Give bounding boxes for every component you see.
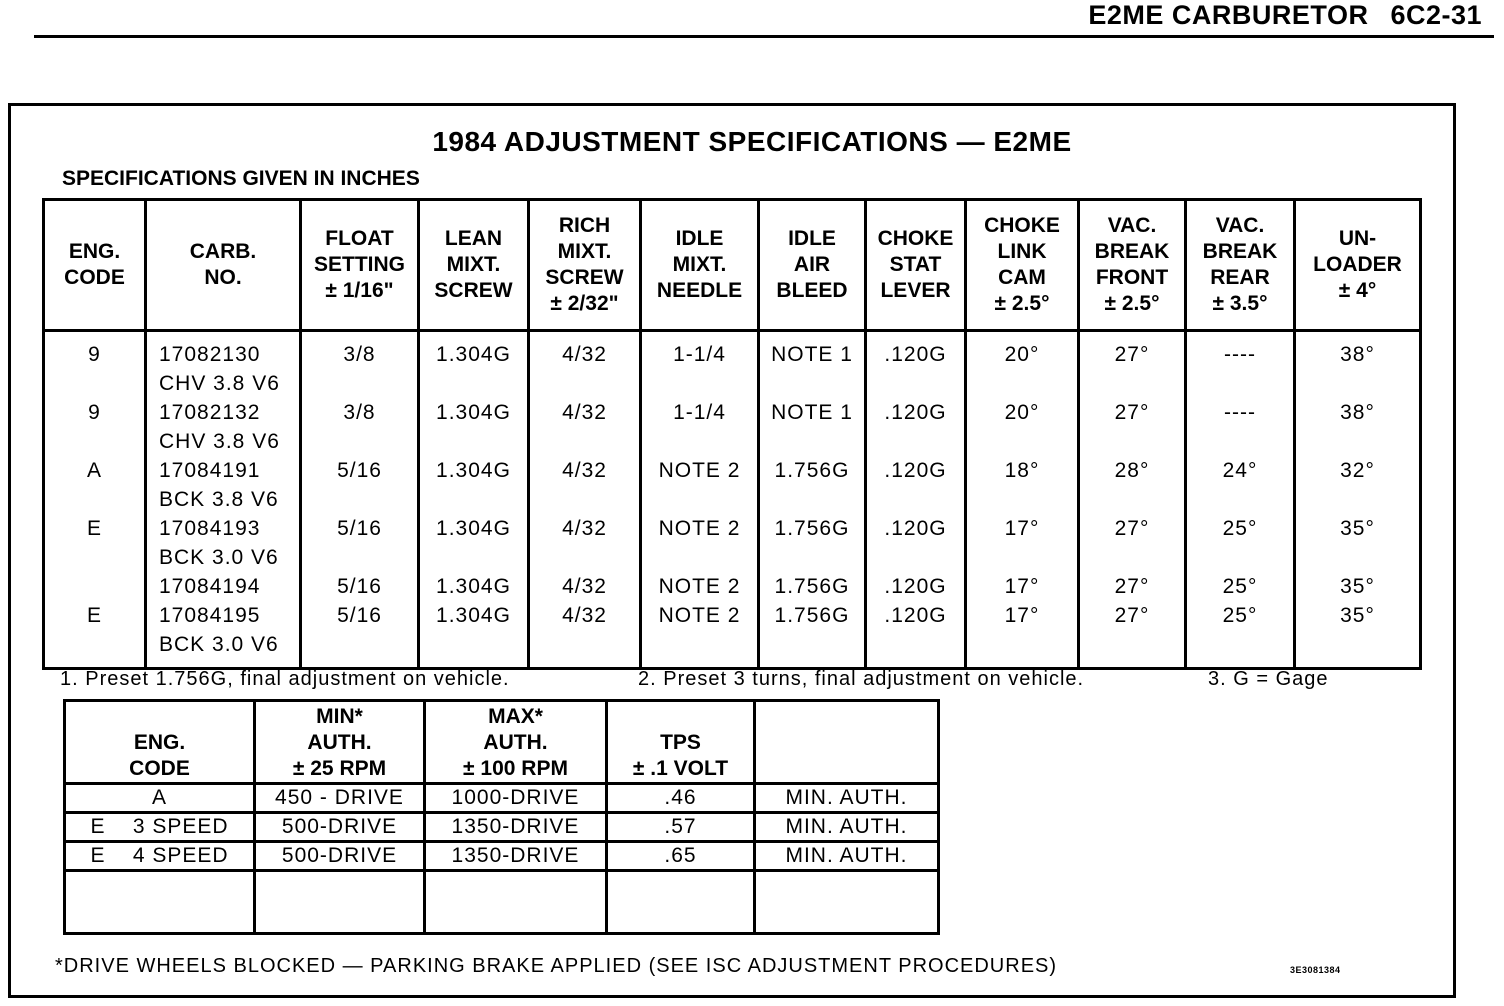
rpm-row <box>65 813 939 842</box>
rear-value: 24° <box>1222 459 1258 482</box>
cam-value: 18° <box>1004 459 1040 482</box>
float-value: 5/16 <box>337 459 382 482</box>
column-header-line: LEVER <box>880 279 951 302</box>
rich-cell <box>529 601 641 659</box>
lean-cell <box>419 514 529 572</box>
rpm-cell: E 4 SPEED <box>65 842 255 871</box>
rich-cell <box>529 514 641 572</box>
needle-value: NOTE 2 <box>658 575 741 598</box>
needle-cell <box>641 572 759 601</box>
carb-number: 17082132 <box>159 401 261 424</box>
carb-cell <box>146 331 301 399</box>
rpm-column-header <box>425 701 607 784</box>
lean-value: 1.304G <box>436 604 511 627</box>
column-header-line: STAT <box>889 253 942 276</box>
rpm-cell: 1350-DRIVE <box>425 842 607 871</box>
column-header-line: FLOAT <box>325 227 394 250</box>
rear-value: 25° <box>1222 604 1258 627</box>
rpm-cell: 1350-DRIVE <box>425 813 607 842</box>
bleed-value: 1.756G <box>774 575 850 598</box>
spacer-cell <box>1079 659 1186 669</box>
column-header <box>419 200 529 331</box>
bleed-value: 1.756G <box>774 459 850 482</box>
rich-value: 4/32 <box>562 575 607 598</box>
float-cell <box>301 514 419 572</box>
rpm-cell: .57 <box>607 813 755 842</box>
rear-cell <box>1186 514 1295 572</box>
cam-cell <box>966 398 1079 456</box>
column-header <box>1079 200 1186 331</box>
column-header-line: VAC. <box>1215 214 1265 237</box>
rpm-cell: E 3 SPEED <box>65 813 255 842</box>
column-header-line: NO. <box>204 266 242 289</box>
carb-cell <box>146 398 301 456</box>
code-cell <box>44 456 146 514</box>
stat-cell <box>866 331 966 399</box>
rpm-cell: .46 <box>607 784 755 813</box>
rpm-header-line: ± 100 RPM <box>463 757 568 780</box>
code-cell <box>44 514 146 572</box>
column-header-line: LEAN <box>444 227 503 250</box>
bleed-value: 1.756G <box>774 604 850 627</box>
bleed-cell <box>759 601 866 659</box>
code-cell <box>44 398 146 456</box>
column-header-line: NEEDLE <box>656 279 743 302</box>
code-value: E <box>86 517 102 540</box>
section-title: E2ME CARBURETOR <box>1088 0 1369 30</box>
rich-value: 4/32 <box>562 517 607 540</box>
carb-model: CHV 3.8 V6 <box>159 430 280 453</box>
float-cell <box>301 601 419 659</box>
rpm-cell: MIN. AUTH. <box>755 813 939 842</box>
column-header-line: AIR <box>793 253 831 276</box>
column-header <box>301 200 419 331</box>
rear-cell <box>1186 572 1295 601</box>
needle-cell <box>641 601 759 659</box>
stat-value: .120G <box>884 401 947 424</box>
rich-value: 4/32 <box>562 604 607 627</box>
column-header-line: ENG. <box>68 240 121 263</box>
carb-cell <box>146 601 301 659</box>
rpm-cell: 500-DRIVE <box>255 813 425 842</box>
code-cell <box>44 331 146 399</box>
column-header-line: SCREW <box>545 266 624 289</box>
rpm-table-body <box>65 784 939 934</box>
rpm-cell <box>425 871 607 934</box>
column-header-line: LINK <box>997 240 1047 263</box>
lean-value: 1.304G <box>436 401 511 424</box>
column-header-line: ± 4° <box>1338 279 1377 302</box>
column-header-line: RICH <box>558 214 611 237</box>
rear-cell <box>1186 601 1295 659</box>
rpm-cell <box>755 871 939 934</box>
column-header-line: MIXT. <box>672 253 727 276</box>
rpm-cell <box>607 871 755 934</box>
rear-value: 25° <box>1222 517 1258 540</box>
rich-value: 4/32 <box>562 401 607 424</box>
carb-model: BCK 3.8 V6 <box>159 488 279 511</box>
column-header-line: ± 2/32" <box>550 292 619 315</box>
float-cell <box>301 572 419 601</box>
needle-cell <box>641 514 759 572</box>
column-header-line: BREAK <box>1094 240 1170 263</box>
needle-value: NOTE 2 <box>658 517 741 540</box>
rich-value: 4/32 <box>562 459 607 482</box>
unloader-value: 38° <box>1340 401 1375 424</box>
bleed-cell <box>759 514 866 572</box>
bleed-cell <box>759 331 866 399</box>
cam-value: 17° <box>1004 517 1040 540</box>
table-row <box>44 572 1421 601</box>
table-header-row <box>44 200 1421 331</box>
column-header-line: BREAK <box>1202 240 1278 263</box>
cam-cell <box>966 514 1079 572</box>
cam-value: 20° <box>1004 343 1040 366</box>
bleed-value: NOTE 1 <box>771 401 853 424</box>
page-number: 6C2-31 <box>1390 0 1482 30</box>
rpm-cell: 500-DRIVE <box>255 842 425 871</box>
stat-cell <box>866 456 966 514</box>
unloader-value: 35° <box>1340 604 1375 627</box>
rpm-cell: MIN. AUTH. <box>755 784 939 813</box>
column-header-line: CHOKE <box>984 214 1060 237</box>
stat-cell <box>866 514 966 572</box>
needle-value: NOTE 2 <box>658 604 741 627</box>
unloader-value: 35° <box>1340 517 1375 540</box>
carb-model: CHV 3.8 V6 <box>159 372 280 395</box>
unloader-value: 32° <box>1340 459 1375 482</box>
figure-code: 3E3081384 <box>1290 965 1341 975</box>
rich-cell <box>529 572 641 601</box>
cam-cell <box>966 456 1079 514</box>
rpm-column-header <box>755 701 939 784</box>
column-header-line: ± 1/16" <box>325 279 394 302</box>
note-2: 2. Preset 3 turns, final adjustment on vehicle. <box>638 668 1085 690</box>
rpm-header-line: AUTH. <box>483 731 548 754</box>
carb-model: BCK 3.0 V6 <box>159 546 279 569</box>
lean-cell <box>419 398 529 456</box>
float-cell <box>301 331 419 399</box>
column-header <box>966 200 1079 331</box>
column-header <box>529 200 641 331</box>
column-header-line: BLEED <box>776 279 848 302</box>
rear-value: 25° <box>1222 575 1258 598</box>
column-header-line: VAC. <box>1107 214 1157 237</box>
table-row <box>44 456 1421 514</box>
table-title: 1984 ADJUSTMENT SPECIFICATIONS — E2ME <box>432 126 1072 157</box>
front-value: 27° <box>1114 343 1150 366</box>
front-cell <box>1079 572 1186 601</box>
lean-value: 1.304G <box>436 575 511 598</box>
front-value: 27° <box>1114 401 1150 424</box>
rear-cell <box>1186 456 1295 514</box>
stat-value: .120G <box>884 343 947 366</box>
column-header-line: CARB. <box>189 240 257 263</box>
rich-cell <box>529 456 641 514</box>
column-header <box>44 200 146 331</box>
rpm-header-line: MAX* <box>488 705 543 728</box>
column-header-line: ± 2.5° <box>994 292 1050 315</box>
rpm-cell <box>65 871 255 934</box>
rpm-header-line: ± .1 VOLT <box>632 757 729 780</box>
column-header-line: REAR <box>1210 266 1270 289</box>
note-1: 1. Preset 1.756G, final adjustment on vehicle. <box>60 668 510 690</box>
needle-cell <box>641 456 759 514</box>
unloader-cell <box>1295 514 1421 572</box>
carb-cell <box>146 514 301 572</box>
spacer-cell <box>529 659 641 669</box>
lean-cell <box>419 331 529 399</box>
rpm-header-line: AUTH. <box>307 731 372 754</box>
rpm-header-row <box>65 701 939 784</box>
code-cell <box>44 572 146 601</box>
column-header-line: CHOKE <box>877 227 954 250</box>
bleed-cell <box>759 456 866 514</box>
float-cell <box>301 398 419 456</box>
front-value: 28° <box>1114 459 1150 482</box>
rpm-header-line: ± 25 RPM <box>292 757 387 780</box>
column-header-line: ± 2.5° <box>1104 292 1160 315</box>
rich-cell <box>529 398 641 456</box>
rear-value: ---- <box>1224 401 1256 424</box>
column-header <box>1186 200 1295 331</box>
rear-cell <box>1186 398 1295 456</box>
code-value: 9 <box>88 343 101 366</box>
float-value: 3/8 <box>343 401 376 424</box>
column-header-line: IDLE <box>788 227 836 250</box>
note-3: 3. G = Gage <box>1208 668 1329 690</box>
column-header-line: MIXT. <box>446 253 501 276</box>
lean-cell <box>419 456 529 514</box>
column-header-line: SCREW <box>434 279 513 302</box>
front-cell <box>1079 601 1186 659</box>
cam-value: 20° <box>1004 401 1040 424</box>
carb-number: 17082130 <box>159 343 261 366</box>
bleed-cell <box>759 398 866 456</box>
page-header <box>1088 0 1482 31</box>
needle-value: 1-1/4 <box>673 401 726 424</box>
column-header <box>759 200 866 331</box>
rpm-header-line: CODE <box>129 757 190 780</box>
column-header-line: CAM <box>998 266 1046 289</box>
float-value: 5/16 <box>337 575 382 598</box>
rpm-cell <box>255 871 425 934</box>
code-value: 9 <box>88 401 101 424</box>
front-value: 27° <box>1114 517 1150 540</box>
table-row <box>44 331 1421 399</box>
column-header-line: MIXT. <box>557 240 612 263</box>
stat-cell <box>866 572 966 601</box>
cam-cell <box>966 601 1079 659</box>
carb-number: 17084193 <box>159 517 261 540</box>
needle-value: NOTE 2 <box>658 459 741 482</box>
lean-value: 1.304G <box>436 517 511 540</box>
column-header <box>866 200 966 331</box>
unloader-value: 38° <box>1340 343 1375 366</box>
stat-value: .120G <box>884 459 947 482</box>
column-header <box>1295 200 1421 331</box>
rear-value: ---- <box>1224 343 1256 366</box>
unloader-cell <box>1295 572 1421 601</box>
cam-cell <box>966 572 1079 601</box>
column-header-line: LOADER <box>1313 253 1402 276</box>
unloader-cell <box>1295 398 1421 456</box>
rpm-cell: 450 - DRIVE <box>255 784 425 813</box>
front-cell <box>1079 398 1186 456</box>
float-value: 5/16 <box>337 604 382 627</box>
rpm-row <box>65 784 939 813</box>
unloader-value: 35° <box>1340 575 1375 598</box>
front-cell <box>1079 331 1186 399</box>
float-cell <box>301 456 419 514</box>
bleed-value: NOTE 1 <box>771 343 853 366</box>
rich-value: 4/32 <box>562 343 607 366</box>
rpm-column-header <box>65 701 255 784</box>
rpm-table <box>63 699 940 935</box>
footnote: *DRIVE WHEELS BLOCKED — PARKING BRAKE APPLIED (SEE ISC ADJUSTMENT PROCEDURES) <box>55 955 1058 977</box>
code-value: A <box>86 459 102 482</box>
table-row <box>44 601 1421 659</box>
rpm-header-line: TPS <box>660 731 701 754</box>
front-value: 27° <box>1114 604 1150 627</box>
rpm-cell: A <box>65 784 255 813</box>
unloader-cell <box>1295 456 1421 514</box>
rpm-cell: .65 <box>607 842 755 871</box>
stat-value: .120G <box>884 517 947 540</box>
table-subtitle: SPECIFICATIONS GIVEN IN INCHES <box>62 167 420 190</box>
rpm-column-header <box>255 701 425 784</box>
carb-number: 17084195 <box>159 604 261 627</box>
needle-cell <box>641 398 759 456</box>
column-header-line: SETTING <box>313 253 405 276</box>
front-value: 27° <box>1114 575 1150 598</box>
carb-cell <box>146 456 301 514</box>
needle-cell <box>641 331 759 399</box>
code-value: E <box>86 604 102 627</box>
lean-value: 1.304G <box>436 459 511 482</box>
unloader-cell <box>1295 601 1421 659</box>
stat-cell <box>866 398 966 456</box>
cam-cell <box>966 331 1079 399</box>
stat-value: .120G <box>884 575 947 598</box>
column-header <box>641 200 759 331</box>
rpm-row <box>65 871 939 934</box>
front-cell <box>1079 456 1186 514</box>
column-header-line: IDLE <box>675 227 724 250</box>
code-cell <box>44 601 146 659</box>
rpm-column-header <box>607 701 755 784</box>
bleed-cell <box>759 572 866 601</box>
lean-value: 1.304G <box>436 343 511 366</box>
float-value: 3/8 <box>343 343 376 366</box>
stat-cell <box>866 601 966 659</box>
needle-value: 1-1/4 <box>673 343 726 366</box>
carb-model: BCK 3.0 V6 <box>159 633 279 656</box>
float-value: 5/16 <box>337 517 382 540</box>
header-rule <box>34 35 1494 38</box>
rear-cell <box>1186 331 1295 399</box>
bleed-value: 1.756G <box>774 517 850 540</box>
carb-cell <box>146 572 301 601</box>
table-row <box>44 398 1421 456</box>
rpm-cell: 1000-DRIVE <box>425 784 607 813</box>
carb-number: 17084191 <box>159 459 261 482</box>
rpm-header-line: ENG. <box>133 731 186 754</box>
lean-cell <box>419 572 529 601</box>
unloader-cell <box>1295 331 1421 399</box>
lean-cell <box>419 601 529 659</box>
column-header-line: CODE <box>64 266 125 289</box>
column-header <box>146 200 301 331</box>
specifications-table <box>42 198 1422 670</box>
rpm-row <box>65 842 939 871</box>
front-cell <box>1079 514 1186 572</box>
stat-value: .120G <box>884 604 947 627</box>
table-row <box>44 514 1421 572</box>
rich-cell <box>529 331 641 399</box>
cam-value: 17° <box>1004 604 1040 627</box>
carb-number: 17084194 <box>159 575 261 598</box>
column-header-line: UN- <box>1338 227 1377 250</box>
column-header-line: ± 3.5° <box>1212 292 1268 315</box>
rpm-header-line: MIN* <box>316 705 363 728</box>
table-body <box>44 331 1421 669</box>
rpm-cell: MIN. AUTH. <box>755 842 939 871</box>
cam-value: 17° <box>1004 575 1040 598</box>
column-header-line: FRONT <box>1095 266 1169 289</box>
